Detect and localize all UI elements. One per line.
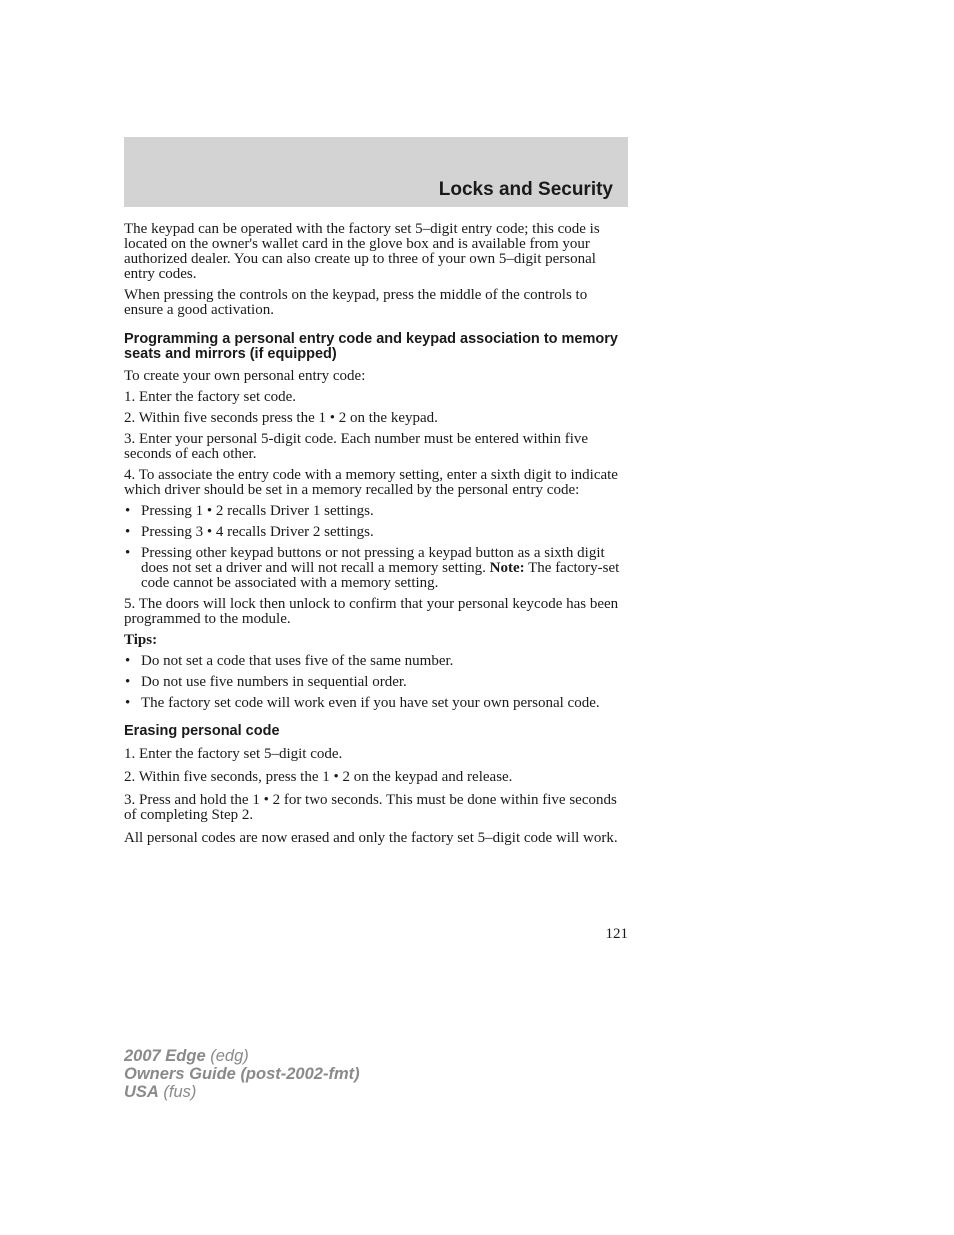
bullet-icon: •: [125, 524, 131, 540]
list-item: [124, 546, 628, 591]
list-item: [124, 654, 628, 669]
intro-paragraph-2: When pressing the controls on the keypad, press the middle of the controls to ensure a good activation.: [124, 287, 588, 318]
document-footer: [124, 1047, 360, 1101]
footer-market: USA: [124, 1083, 159, 1101]
footer-line-3: [124, 1083, 360, 1101]
programming-step-1: 1. Enter the factory set code.: [124, 389, 297, 405]
list-item-text: Do not set a code that uses five of the same number.: [141, 653, 454, 669]
programming-lead: To create your own personal entry code:: [124, 368, 366, 384]
list-item: [124, 525, 628, 540]
bullet-icon: •: [125, 674, 131, 690]
programming-step-3: 3. Enter your personal 5-digit code. Each number must be entered within five seconds of each other.: [124, 431, 589, 462]
programming-step-5: 5. The doors will lock then unlock to confirm that your personal keycode has been programmed to the module.: [124, 596, 619, 627]
programming-step-2: 2. Within five seconds press the 1 • 2 on the keypad.: [124, 410, 438, 426]
section-title: Locks and Security: [438, 179, 613, 200]
erasing-steps: [124, 747, 628, 846]
driver-settings-list: [124, 504, 628, 591]
list-item-text: Pressing 3 • 4 recalls Driver 2 settings.: [141, 524, 374, 540]
bullet-icon: •: [125, 653, 131, 669]
tips-list: [124, 654, 628, 711]
erasing-step-1: 1. Enter the factory set 5–digit code.: [124, 746, 343, 762]
bullet-icon: •: [125, 695, 131, 711]
list-item: [124, 675, 628, 690]
page-number: 121: [605, 926, 628, 942]
programming-step-4: 4. To associate the entry code with a memory setting, enter a sixth digit to indicate which driver should be set in a memory recalled by the personal entry code:: [124, 467, 618, 498]
footer-model: 2007 Edge: [124, 1047, 206, 1065]
footer-model-code: (edg): [205, 1047, 249, 1065]
list-item: [124, 504, 628, 519]
page-content: [124, 222, 628, 854]
erasing-conclusion: All personal codes are now erased and only the factory set 5–digit code will work.: [124, 830, 618, 846]
footer-line-1: [124, 1047, 360, 1065]
bullet-icon: •: [125, 545, 131, 561]
list-item-text: Do not use five numbers in sequential order.: [141, 674, 407, 690]
bullet-icon: •: [125, 503, 131, 519]
footer-line-2: Owners Guide (post-2002-fmt): [124, 1065, 360, 1083]
footer-market-code: (fus): [158, 1083, 197, 1101]
intro-paragraph-1: The keypad can be operated with the factory set 5–digit entry code; this code is located on the owner's wallet card in the glove box and is available from your authorized dealer. You can also create up to three of your own 5–digit personal entry codes.: [124, 221, 600, 282]
erasing-heading: Erasing personal code: [124, 723, 280, 739]
list-item-text: The factory set code will work even if you have set your own personal code.: [141, 695, 600, 711]
list-item-text: Pressing 1 • 2 recalls Driver 1 settings.: [141, 503, 374, 519]
list-item: [124, 696, 628, 711]
tips-label: Tips:: [124, 632, 158, 648]
programming-heading: Programming a personal entry code and keypad association to memory seats and mirrors (if equipped): [124, 331, 618, 362]
erasing-step-3: 3. Press and hold the 1 • 2 for two seconds. This must be done within five seconds of completing Step 2.: [124, 792, 617, 823]
note-text: The factory-set code cannot be associated with a memory setting.: [141, 560, 620, 591]
section-header-band: [124, 137, 628, 207]
note-label: Note:: [489, 560, 525, 576]
erasing-step-2: 2. Within five seconds, press the 1 • 2 on the keypad and release.: [124, 769, 513, 785]
list-item-text: Pressing other keypad buttons or not pressing a keypad button as a sixth digit does not set a driver and will not recall a memory setting.: [141, 545, 605, 576]
